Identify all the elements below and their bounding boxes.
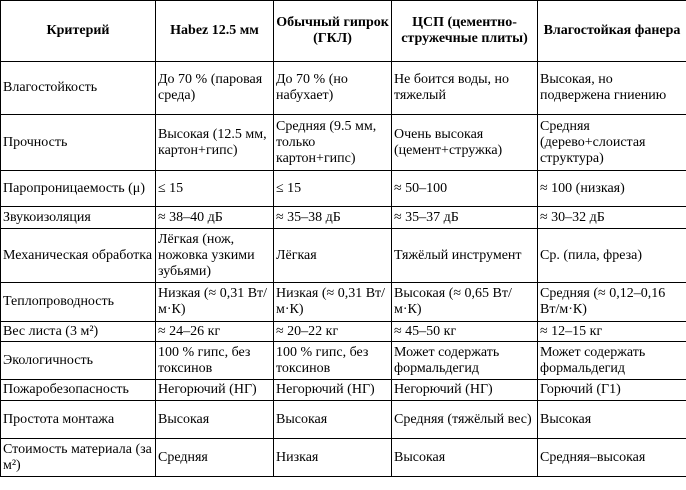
table-cell: Высокая — [274, 401, 392, 439]
table-row — [1, 401, 686, 439]
table-cell: Средняя (дерево+слоистая структура) — [538, 115, 686, 171]
row-criterion: Вес листа (3 м²) — [1, 322, 156, 342]
table-cell: Негорючий (НГ) — [392, 380, 538, 401]
table-cell: Негорючий (НГ) — [156, 380, 274, 401]
row-criterion: Стоимость материала (за м²) — [1, 439, 156, 477]
table-cell: Высокая — [392, 439, 538, 477]
row-criterion: Прочность — [1, 115, 156, 171]
row-criterion: Простота монтажа — [1, 401, 156, 439]
table-cell: Низкая — [274, 439, 392, 477]
table-row — [1, 342, 686, 380]
table-cell: Высокая (12.5 мм, картон+гипс) — [156, 115, 274, 171]
table-row — [1, 283, 686, 322]
table-cell: Очень высокая (цемент+стружка) — [392, 115, 538, 171]
table-cell: 100 % гипс, без токсинов — [274, 342, 392, 380]
table-cell: Средняя (≈ 0,12–0,16 Вт/м·К) — [538, 283, 686, 322]
table-cell: ≈ 38–40 дБ — [156, 207, 274, 229]
table-row — [1, 322, 686, 342]
row-criterion: Паропроницаемость (μ) — [1, 171, 156, 207]
row-criterion: Влагостойкость — [1, 62, 156, 115]
header-criterion: Критерий — [1, 1, 156, 62]
table-row — [1, 439, 686, 477]
row-criterion: Теплопроводность — [1, 283, 156, 322]
table-cell: ≤ 15 — [274, 171, 392, 207]
table-cell: Высокая — [538, 401, 686, 439]
table-row — [1, 207, 686, 229]
table-cell: Средняя–высокая — [538, 439, 686, 477]
table-cell: Не боится воды, но тяжелый — [392, 62, 538, 115]
table-cell: До 70 % (паровая среда) — [156, 62, 274, 115]
table-row — [1, 115, 686, 171]
table-cell: Лёгкая — [274, 229, 392, 283]
table-cell: ≈ 45–50 кг — [392, 322, 538, 342]
row-criterion: Экологичность — [1, 342, 156, 380]
header-tsp: ЦСП (цементно-стружечные плиты) — [392, 1, 538, 62]
table-row — [1, 380, 686, 401]
table-cell: Высокая, но подвержена гниению — [538, 62, 686, 115]
table-cell: Ср. (пила, фреза) — [538, 229, 686, 283]
table-cell: ≈ 24–26 кг — [156, 322, 274, 342]
table-cell: Средняя — [156, 439, 274, 477]
header-gkl: Обычный гипрок (ГКЛ) — [274, 1, 392, 62]
table-row — [1, 171, 686, 207]
table-cell: 100 % гипс, без токсинов — [156, 342, 274, 380]
table-cell: ≈ 35–38 дБ — [274, 207, 392, 229]
table-cell: ≈ 30–32 дБ — [538, 207, 686, 229]
table-cell: Средняя (9.5 мм, только картон+гипс) — [274, 115, 392, 171]
table-cell: Лёгкая (нож, ножовка узкими зубьями) — [156, 229, 274, 283]
table-row — [1, 62, 686, 115]
table-cell: ≈ 100 (низкая) — [538, 171, 686, 207]
table-cell: Низкая (≈ 0,31 Вт/м·К) — [274, 283, 392, 322]
table-cell: Негорючий (НГ) — [274, 380, 392, 401]
row-criterion: Пожаробезопасность — [1, 380, 156, 401]
header-row — [1, 1, 686, 62]
header-plywood: Влагостойкая фанера — [538, 1, 686, 62]
table-cell: Горючий (Г1) — [538, 380, 686, 401]
row-criterion: Звукоизоляция — [1, 207, 156, 229]
table-cell: Высокая — [156, 401, 274, 439]
table-cell: ≈ 35–37 дБ — [392, 207, 538, 229]
table-cell: ≤ 15 — [156, 171, 274, 207]
table-cell: Низкая (≈ 0,31 Вт/м·К) — [156, 283, 274, 322]
table-cell: ≈ 12–15 кг — [538, 322, 686, 342]
row-criterion: Механическая обработка — [1, 229, 156, 283]
table-cell: ≈ 20–22 кг — [274, 322, 392, 342]
table-row — [1, 229, 686, 283]
table-cell: Высокая (≈ 0,65 Вт/м·К) — [392, 283, 538, 322]
table-cell: Может содержать формальдегид — [538, 342, 686, 380]
table-cell: До 70 % (но набухает) — [274, 62, 392, 115]
header-habez: Habez 12.5 мм — [156, 1, 274, 62]
table-cell: Средняя (тяжёлый вес) — [392, 401, 538, 439]
table-cell: Может содержать формальдегид — [392, 342, 538, 380]
table-cell: ≈ 50–100 — [392, 171, 538, 207]
table-cell: Тяжёлый инструмент — [392, 229, 538, 283]
